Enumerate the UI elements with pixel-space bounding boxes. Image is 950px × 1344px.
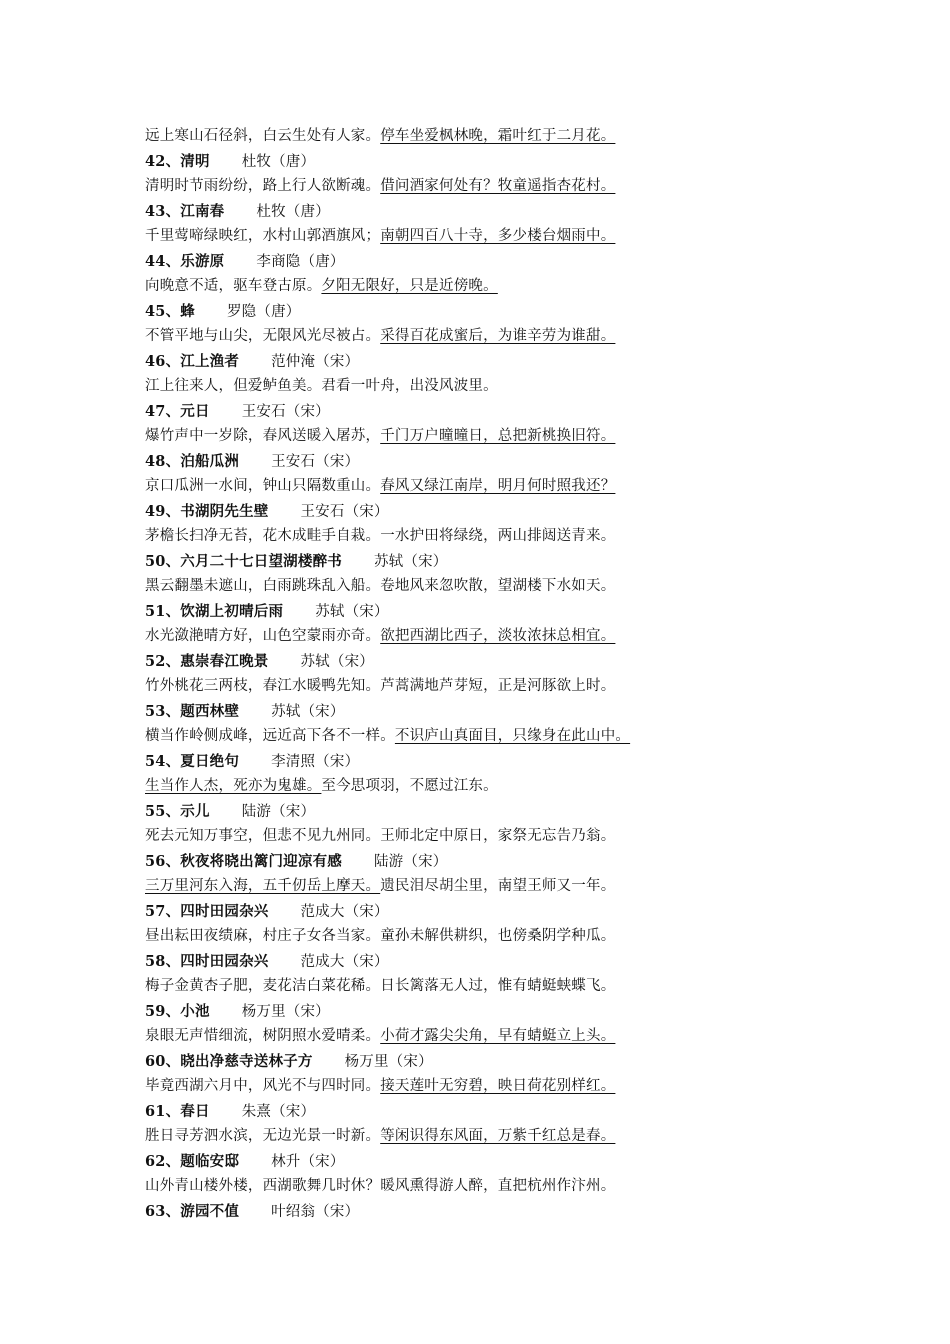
poem-author: 苏轼（宋） — [315, 604, 389, 620]
poem-heading — [145, 1149, 845, 1174]
poem-title: 43、江南春 — [145, 203, 225, 220]
underlined-verse-text: 三万里河东入海，五千仞岳上摩天。 — [145, 878, 381, 894]
poem-title: 44、乐游原 — [145, 253, 225, 270]
underlined-verse-text: 小荷才露尖尖角，早有蜻蜓立上头。 — [380, 1028, 616, 1044]
poem-title: 57、四时田园杂兴 — [145, 903, 269, 920]
poem-verse — [145, 274, 845, 299]
poem-author: 苏轼（宋） — [271, 704, 345, 720]
poem-verse — [145, 374, 845, 399]
poem-author: 李清照（宋） — [271, 754, 360, 770]
underlined-verse-text: 千门万户曈曈日，总把新桃换旧符。 — [380, 428, 616, 444]
poem-title: 50、六月二十七日望湖楼醉书 — [145, 553, 342, 570]
poem-heading — [145, 699, 845, 724]
verse-text: 远上寒山石径斜，白云生处有人家。 — [145, 128, 381, 144]
underlined-verse-text: 等闲识得东风面，万紫千红总是春。 — [380, 1128, 616, 1144]
poem-title: 59、小池 — [145, 1003, 210, 1020]
poem-heading — [145, 749, 845, 774]
poem-heading — [145, 649, 845, 674]
poem-heading — [145, 799, 845, 824]
poem-title: 58、四时田园杂兴 — [145, 953, 269, 970]
underlined-verse-text: 生当作人杰，死亦为鬼雄。 — [145, 778, 322, 794]
poem-author: 李商隐（唐） — [256, 254, 345, 270]
poem-author: 杨万里（宋） — [344, 1054, 433, 1070]
underlined-verse-text: 采得百花成蜜后，为谁辛劳为谁甜。 — [380, 328, 616, 344]
verse-text: 千里莺啼绿映红，水村山郭酒旗风； — [145, 228, 381, 244]
poem-title: 42、清明 — [145, 153, 210, 170]
poem-title: 48、泊船瓜洲 — [145, 453, 240, 470]
verse-text: 竹外桃花三两枝，春江水暖鸭先知。芦蒿满地芦芽短，正是河豚欲上时。 — [145, 678, 616, 694]
verse-text: 清明时节雨纷纷，路上行人欲断魂。 — [145, 178, 381, 194]
verse-text: 横当作岭侧成峰，远近高下各不一样。 — [145, 728, 395, 744]
poem-heading — [145, 999, 845, 1024]
verse-text: 爆竹声中一岁除，春风送暖入屠苏， — [145, 428, 381, 444]
verse-text: 江上往来人，但爱鲈鱼美。君看一叶舟，出没风波里。 — [145, 378, 498, 394]
poem-verse — [145, 1024, 845, 1049]
verse-text: 黑云翻墨未遮山，白雨跳珠乱入船。卷地风来忽吹散，望湖楼下水如天。 — [145, 578, 616, 594]
poem-author: 范仲淹（宋） — [271, 354, 360, 370]
poem-author: 罗隐（唐） — [226, 304, 301, 320]
underlined-verse-text: 不识庐山真面目，只缘身在此山中。 — [394, 728, 631, 744]
poem-title: 49、书湖阴先生壁 — [145, 503, 269, 520]
poem-title: 54、夏日绝句 — [145, 753, 240, 770]
poem-title: 53、题西林壁 — [145, 703, 240, 720]
poem-verse — [145, 524, 845, 549]
poem-verse — [145, 974, 845, 999]
poem-verse — [145, 324, 845, 349]
verse-text: 昼出耘田夜绩麻，村庄子女各当家。童孙未解供耕织，也傍桑阴学种瓜。 — [145, 928, 616, 944]
verse-text: 至今思项羽，不愿过江东。 — [321, 778, 498, 794]
poem-heading — [145, 499, 845, 524]
underlined-verse-text: 借问酒家何处有？牧童遥指杏花村。 — [380, 178, 616, 194]
poem-title: 63、游园不值 — [145, 1203, 240, 1220]
poem-heading — [145, 149, 845, 174]
poem-author: 陆游（宋） — [241, 804, 316, 820]
poem-author: 范成大（宋） — [300, 904, 389, 920]
poem-verse — [145, 1174, 845, 1199]
poem-heading — [145, 1099, 845, 1124]
poem-title: 61、春日 — [145, 1103, 210, 1120]
poem-title: 52、惠崇春江晚景 — [145, 653, 269, 670]
verse-text: 遗民泪尽胡尘里，南望王师又一年。 — [380, 878, 616, 894]
poem-title: 60、晓出净慈寺送林子方 — [145, 1053, 313, 1070]
poem-verse — [145, 124, 845, 149]
poem-heading — [145, 1199, 845, 1224]
poem-author: 杨万里（宋） — [241, 1004, 330, 1020]
poem-author: 叶绍翁（宋） — [271, 1204, 360, 1220]
underlined-verse-text: 停车坐爱枫林晚，霜叶红于二月花。 — [380, 128, 616, 144]
poem-verse — [145, 574, 845, 599]
poem-verse — [145, 424, 845, 449]
poem-heading — [145, 949, 845, 974]
poem-title: 55、示儿 — [145, 803, 210, 820]
poem-verse — [145, 924, 845, 949]
underlined-verse-text: 接天莲叶无穷碧，映日荷花别样红。 — [380, 1078, 616, 1094]
poem-heading — [145, 349, 845, 374]
poem-author: 林升（宋） — [271, 1154, 345, 1170]
poem-title: 56、秋夜将晓出篱门迎凉有感 — [145, 853, 342, 870]
poem-author: 王安石（宋） — [300, 504, 389, 520]
poem-heading — [145, 1049, 845, 1074]
poem-author: 朱熹（宋） — [241, 1104, 316, 1120]
verse-text: 毕竟西湖六月中，风光不与四时同。 — [145, 1078, 381, 1094]
poem-verse — [145, 874, 845, 899]
underlined-verse-text: 夕阳无限好，只是近傍晚。 — [321, 278, 498, 294]
poem-verse — [145, 624, 845, 649]
poem-heading — [145, 849, 845, 874]
poem-title: 45、蜂 — [145, 303, 195, 320]
poem-author: 杜牧（唐） — [256, 204, 330, 220]
underlined-verse-text: 南朝四百八十寺，多少楼台烟雨中。 — [380, 228, 616, 244]
verse-text: 向晚意不适，驱车登古原。 — [145, 278, 322, 294]
poem-author: 杜牧（唐） — [241, 154, 316, 170]
verse-text: 梅子金黄杏子肥，麦花洁白菜花稀。日长篱落无人过，惟有蜻蜓蛱蝶飞。 — [145, 978, 616, 994]
underlined-verse-text: 欲把西湖比西子，淡妆浓抹总相宜。 — [380, 628, 616, 644]
underlined-verse-text: 春风又绿江南岸，明月何时照我还？ — [380, 478, 616, 494]
poem-verse — [145, 174, 845, 199]
poem-author: 王安石（宋） — [241, 404, 330, 420]
poem-heading — [145, 549, 845, 574]
poem-author: 陆游（宋） — [373, 854, 448, 870]
poem-heading — [145, 599, 845, 624]
poem-heading — [145, 899, 845, 924]
document-body — [145, 124, 845, 1224]
verse-text: 山外青山楼外楼，西湖歌舞几时休？暖风熏得游人醉，直把杭州作汴州。 — [145, 1178, 616, 1194]
poem-verse — [145, 824, 845, 849]
verse-text: 茅檐长扫净无苔，花木成畦手自栽。一水护田将绿绕，两山排闼送青来。 — [145, 528, 616, 544]
poem-verse — [145, 474, 845, 499]
poem-heading — [145, 399, 845, 424]
poem-title: 46、江上渔者 — [145, 353, 240, 370]
verse-text: 不管平地与山尖，无限风光尽被占。 — [145, 328, 381, 344]
poem-verse — [145, 774, 845, 799]
poem-heading — [145, 299, 845, 324]
poem-title: 51、饮湖上初晴后雨 — [145, 603, 284, 620]
verse-text: 泉眼无声惜细流，树阴照水爱晴柔。 — [145, 1028, 381, 1044]
poem-verse — [145, 224, 845, 249]
verse-text: 死去元知万事空，但悲不见九州同。王师北定中原日，家祭无忘告乃翁。 — [145, 828, 616, 844]
poem-heading — [145, 199, 845, 224]
verse-text: 水光潋滟晴方好，山色空蒙雨亦奇。 — [145, 628, 381, 644]
poem-author: 苏轼（宋） — [373, 554, 448, 570]
poem-verse — [145, 1124, 845, 1149]
poem-author: 王安石（宋） — [271, 454, 360, 470]
verse-text: 京口瓜洲一水间，钟山只隔数重山。 — [145, 478, 381, 494]
poem-author: 范成大（宋） — [300, 954, 389, 970]
verse-text: 胜日寻芳泗水滨，无边光景一时新。 — [145, 1128, 381, 1144]
poem-heading — [145, 449, 845, 474]
poem-verse — [145, 674, 845, 699]
poem-verse — [145, 1074, 845, 1099]
poem-heading — [145, 249, 845, 274]
poem-verse — [145, 724, 845, 749]
poem-title: 62、题临安邸 — [145, 1153, 240, 1170]
poem-title: 47、元日 — [145, 403, 210, 420]
poem-author: 苏轼（宋） — [300, 654, 374, 670]
